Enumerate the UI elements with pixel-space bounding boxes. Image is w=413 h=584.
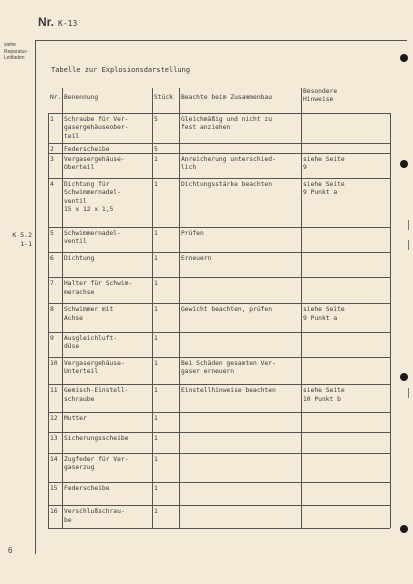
side-note-line: Reparatur- [4,48,28,55]
cell-nr: 4 [50,181,54,189]
table-column-rule [62,88,63,528]
cell-qty: 5 [154,116,158,124]
cell-nr: 13 [50,435,58,443]
cell-nr: 1 [50,116,54,124]
cell-qty: 1 [154,387,158,395]
cell-nr: 2 [50,145,54,153]
cell-nr: 8 [50,306,54,314]
table-column-rule [390,113,391,528]
side-note [4,42,28,62]
cell-name: Ausgleichluft- düse [64,334,118,351]
document-number: K-13 [58,19,78,28]
cell-note: Prüfen [181,230,204,238]
cell-name: Mutter [64,414,87,422]
parts-table [48,88,390,530]
cell-name: Federscheibe [64,485,110,493]
cell-nr: 5 [50,230,54,238]
cell-name: Schraube für Ver- gasergehäuseober- teil [64,116,129,140]
cell-note: Bei Schäden gesamten Ver- gaser erneuern [181,360,276,376]
nr-label: Nr. [38,15,55,29]
cell-nr: 9 [50,334,54,342]
table-row-rule [48,332,390,333]
cell-qty: 1 [154,181,158,189]
cell-note: Gleichmäßig und nicht zu fest anziehen [181,116,272,132]
cell-qty: 1 [154,230,158,238]
cell-nr: 15 [50,485,58,493]
cell-qty: 1 [154,360,158,368]
table-row-rule [48,252,390,253]
cell-nr: 14 [50,455,58,463]
cell-nr: 3 [50,155,54,163]
document-header [38,13,77,31]
header-note: Beachte beim Zusammenbau [181,94,272,101]
table-row-rule [48,227,390,228]
cell-note: Gewicht beachten, prüfen [181,306,272,314]
cell-qty: 1 [154,306,158,314]
cell-qty: 1 [154,435,158,443]
cell-name: Dichtung für Schwimmernadel- ventil 15 x 12 x 1,5 [64,181,121,213]
cell-qty: 1 [154,508,158,516]
cell-name: Zugfeder für Ver- gaserzug [64,455,129,472]
page-number: 6 [8,546,13,555]
cell-note: Anreicherung unterschied- lich [181,155,276,172]
table-row-rule [48,357,390,358]
punch-hole-icon [400,373,408,381]
cell-qty: 1 [154,414,158,422]
table-row-rule [48,178,390,179]
header-special: Besondere Hinweise [303,88,338,104]
cell-nr: 12 [50,414,58,422]
table-row-rule [48,303,390,304]
margin-rule [35,40,36,554]
cell-qty: 1 [154,255,158,263]
margin-tick [408,388,409,398]
table-row-rule [48,277,390,278]
cell-special: siehe Seite 9 [303,155,345,172]
margin-reference-line: K 5.2 [12,231,32,239]
table-row-rule [48,143,390,144]
cell-qty: 1 [154,334,158,342]
table-row-rule [48,432,390,433]
cell-name: Verschlußschrau- be [64,508,125,524]
cell-name: Schwimmernadel- ventil [64,230,121,246]
cell-name: Dichtung [64,255,95,263]
cell-qty: 1 [154,455,158,463]
table-row-rule [48,528,390,529]
table-row-rule [48,505,390,506]
side-note-line: Leitfaden [4,55,25,61]
header-rule [35,40,407,41]
cell-name: Vergasergehäuse- Oberteil [64,155,125,172]
cell-qty: 1 [154,280,158,288]
margin-tick [408,220,409,230]
table-row-rule [48,384,390,385]
table-column-rule [152,88,153,528]
table-row-rule [48,453,390,454]
table-row-rule [48,482,390,483]
cell-qty: 5 [154,145,158,153]
cell-qty: 1 [154,155,158,163]
punch-hole-icon [400,160,408,168]
cell-special: siehe Seite 9 Punkt a [303,181,345,197]
margin-reference-line: 1-1 [20,240,32,248]
table-column-rule [48,113,49,528]
table-column-rule [179,88,180,528]
cell-name: Halter für Schwim- merachse [64,280,133,296]
cell-nr: 6 [50,255,54,263]
header-nr: Nr. [50,94,62,101]
cell-name: Vergasergehäuse- Unterteil [64,360,125,376]
table-caption: Tabelle zur Explosionsdarstellung [51,66,191,74]
cell-note: Einstellhinweise beachten [181,387,276,395]
cell-name: Federscheibe [64,145,110,153]
margin-tick [408,240,409,250]
cell-name: Schwimmer mit Achse [64,306,114,322]
punch-hole-icon [400,54,408,62]
cell-special: siehe Seite 9 Punkt a [303,306,345,322]
cell-special: siehe Seite 10 Punkt b [303,387,345,403]
side-note-line: siehe [4,42,16,48]
punch-hole-icon [400,525,408,533]
cell-name: Sicherungsscheibe [64,435,129,443]
margin-reference [8,231,32,249]
cell-nr: 11 [50,387,58,395]
table-column-rule [301,88,302,528]
header-qty: Stück [154,94,173,101]
table-row-rule [48,412,390,413]
cell-note: Dichtungsstärke beachten [181,181,272,189]
cell-qty: 1 [154,485,158,493]
cell-nr: 10 [50,360,58,368]
table-row-rule [48,113,390,114]
cell-note: Erneuern [181,255,212,263]
cell-nr: 16 [50,508,58,516]
header-name: Benennung [64,94,99,101]
cell-nr: 7 [50,280,54,288]
cell-name: Gemisch-Einstell- schraube [64,387,129,403]
